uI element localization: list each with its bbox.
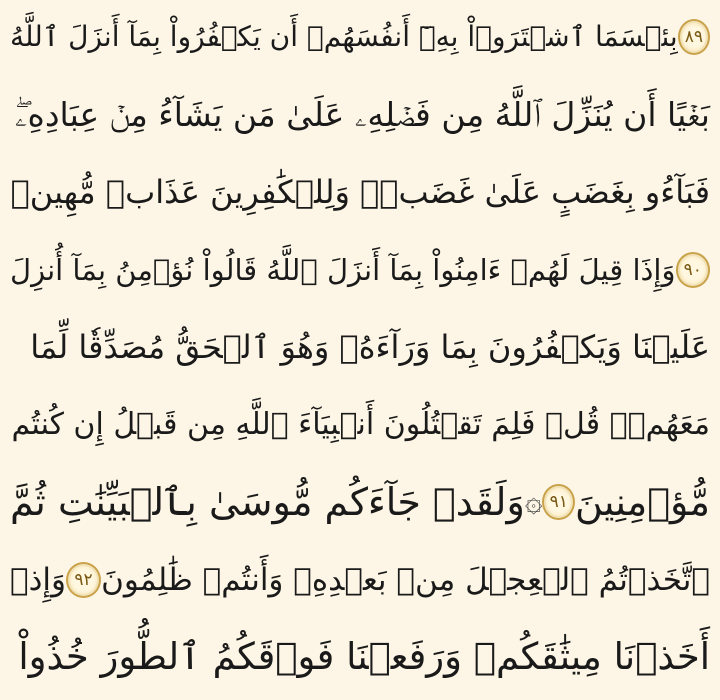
verse-text: بَغۡيًا أَن يُنَزِّلَ ٱللَّهُ مِن فَضۡلِهِۦ عَلَىٰ مَن يَشَآءُ مِنۡ عِبَادِهِۦۖ <box>15 95 710 134</box>
verse-number-marker: ٩١ <box>542 484 575 520</box>
hizb-marker-icon: ۞ <box>524 484 543 519</box>
verse-text: بِئۡسَمَا ٱشۡتَرَوۡاْ بِهِۦٓ أَنفُسَهُمۡ أَن يَكۡفُرُواْ بِمَآ أَنزَلَ ٱللَّهُ <box>10 20 678 53</box>
verse-line <box>10 467 710 537</box>
verse-text: عَلَيۡنَا وَيَكۡفُرُونَ بِمَا وَرَآءَهُۥ وَهُوَ ٱلۡحَقُّ مُصَدِّقٗا لِّمَا <box>30 328 710 366</box>
verse-number-marker: ٩٢ <box>66 562 101 598</box>
verse-line <box>10 390 710 460</box>
verse-text: مَعَهُمۡۗ قُلۡ فَلِمَ تَقۡتُلُونَ أَنۢبِيَآءَ ٱللَّهِ مِن قَبۡلُ إِن كُنتُم <box>11 407 710 442</box>
verse-text: فَبَآءُو بِغَضَبٍ عَلَىٰ غَضَبٖۚ وَلِلۡكَٰفِرِينَ عَذَابٞ مُّهِينٞ <box>10 173 710 211</box>
verse-line <box>10 312 710 382</box>
verse-line <box>10 235 710 305</box>
verse-text: وَإِذۡ <box>10 562 66 598</box>
verse-text: ٱتَّخَذۡتُمُ ٱلۡعِجۡلَ مِنۢ بَعۡدِهِۦ وَأَنتُمۡ ظَٰلِمُونَ <box>101 562 710 598</box>
verse-text: وَإِذَا قِيلَ لَهُمۡ ءَامِنُواْ بِمَآ أَنزَلَ ٱللَّهُ قَالُواْ نُؤۡمِنُ بِمَآ أُنزِلَ <box>10 253 676 287</box>
verse-text: أَخَذۡنَا مِيثَٰقَكُمۡ وَرَفَعۡنَا فَوۡقَكُمُ ٱلطُّورَ خُذُواْ <box>18 635 710 678</box>
verse-line <box>10 157 710 227</box>
verse-text: مُّؤۡمِنِينَ <box>574 480 710 524</box>
verse-line <box>10 545 710 615</box>
verse-text: وَلَقَدۡ جَآءَكُم مُّوسَىٰ بِٱلۡبَيِّنَٰتِ ثُمَّ <box>10 480 525 524</box>
verse-number-marker: ٨٩ <box>678 19 710 55</box>
verse-line <box>10 622 710 692</box>
verse-number-marker: ٩٠ <box>676 252 711 288</box>
verse-line <box>10 80 710 150</box>
verse-line <box>10 2 710 72</box>
